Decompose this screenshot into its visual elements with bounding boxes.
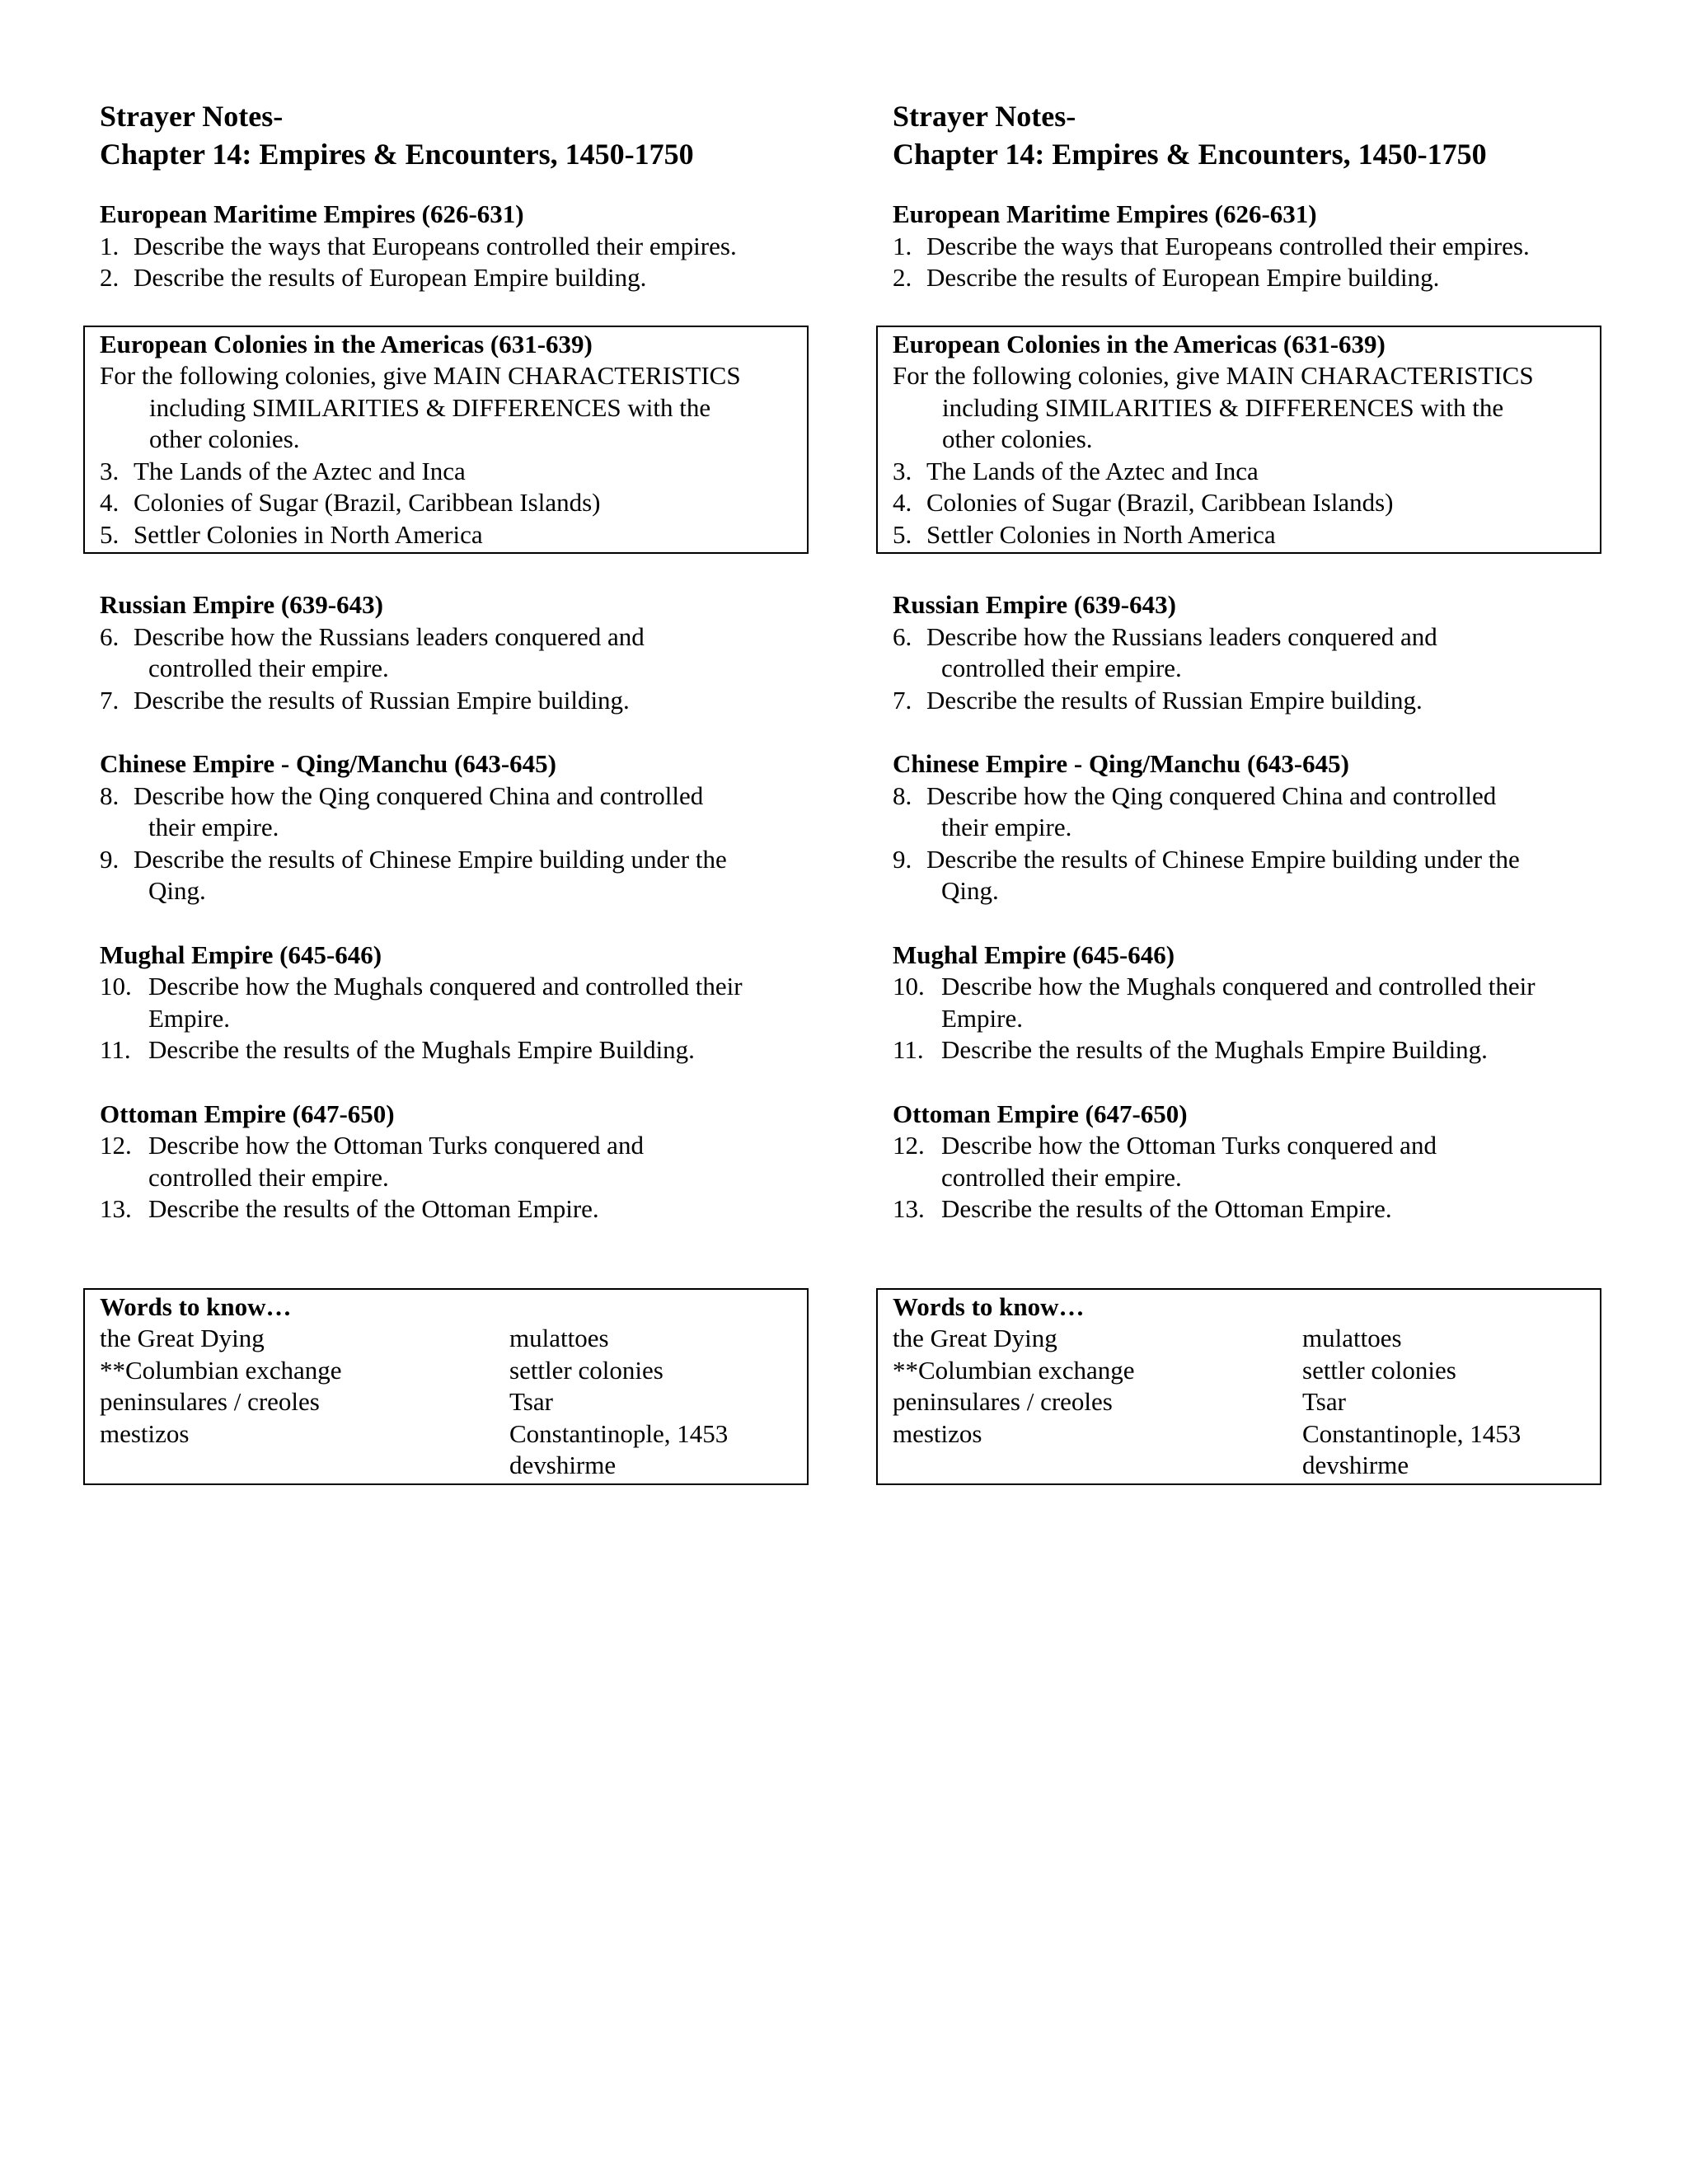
question-number: 8. <box>100 780 120 810</box>
question-item <box>893 971 1601 1034</box>
question-text: Describe the results of Russian Empire building. <box>926 685 1423 715</box>
question-item <box>893 621 1601 685</box>
question-item <box>100 1130 809 1193</box>
question-text-continued: controlled their empire. <box>148 654 389 682</box>
vocabulary-column-2 <box>1302 1323 1585 1482</box>
vocabulary-column-1 <box>100 1323 509 1482</box>
section-chinese-empire <box>83 748 809 907</box>
section-heading: Mughal Empire (645-646) <box>893 940 1175 969</box>
section-russian-empire <box>83 589 809 716</box>
vocabulary-term: Constantinople, 1453 <box>509 1418 729 1448</box>
question-item <box>893 1130 1601 1193</box>
question-number: 7. <box>100 685 120 715</box>
vocabulary-term: devshirme <box>1302 1451 1409 1479</box>
question-item <box>100 519 792 551</box>
question-item <box>893 519 1585 551</box>
vocabulary-term: the Great Dying <box>893 1324 1057 1352</box>
question-text: The Lands of the Aztec and Inca <box>926 456 1259 485</box>
question-text: Describe how the Ottoman Turks conquered and <box>148 1131 644 1160</box>
section-heading: European Maritime Empires (626-631) <box>893 199 1317 228</box>
section-russian-empire <box>876 589 1601 716</box>
question-number: 2. <box>893 263 912 292</box>
question-number: 11. <box>893 1035 924 1064</box>
question-item <box>100 1034 809 1066</box>
question-item <box>100 456 792 488</box>
question-number: 5. <box>893 519 912 549</box>
section-heading: Ottoman Empire (647-650) <box>100 1099 395 1128</box>
title-line-2: Chapter 14: Empires & Encounters, 1450-1750 <box>100 138 694 171</box>
question-item <box>100 685 809 717</box>
handout-right <box>876 97 1601 1485</box>
question-text: Describe how the Qing conquered China and controlled <box>134 780 704 810</box>
section-maritime-empires <box>876 199 1601 294</box>
section-heading: Ottoman Empire (647-650) <box>893 1099 1188 1128</box>
question-number: 9. <box>893 844 912 874</box>
question-item <box>100 487 792 519</box>
question-text: Describe the results of the Mughals Empire Building. <box>941 1035 1488 1064</box>
vocabulary-term: Tsar <box>509 1387 553 1416</box>
vocabulary-term: mestizos <box>100 1418 190 1448</box>
vocabulary-term: devshirme <box>509 1451 617 1479</box>
question-number: 9. <box>100 844 120 874</box>
question-text-continued: controlled their empire. <box>941 1162 1182 1192</box>
question-text-continued: Qing. <box>148 876 206 905</box>
question-text: Describe the ways that Europeans controlled their empires. <box>134 231 737 260</box>
vocabulary-grid <box>893 1323 1585 1482</box>
vocabulary-term: peninsulares / creoles <box>100 1387 320 1416</box>
question-number: 1. <box>893 231 912 260</box>
question-text: Describe the results of European Empire building. <box>926 263 1440 292</box>
instructions-line: For the following colonies, give MAIN CHARACTERISTICS <box>100 361 741 390</box>
section-mughal-empire <box>83 940 809 1066</box>
section-heading: Words to know… <box>100 1291 292 1321</box>
question-text-continued: controlled their empire. <box>148 1162 389 1192</box>
question-item <box>100 262 809 294</box>
section-heading: Chinese Empire - Qing/Manchu (643-645) <box>893 749 1349 778</box>
section-americas-colonies <box>876 326 1601 555</box>
instructions <box>100 360 792 456</box>
question-number: 3. <box>893 456 912 485</box>
question-text: Describe the results of the Ottoman Empire. <box>941 1194 1392 1223</box>
question-number: 6. <box>893 621 912 651</box>
question-number: 12. <box>100 1131 132 1160</box>
question-item <box>100 844 809 907</box>
section-maritime-empires <box>83 199 809 294</box>
question-item <box>893 685 1601 717</box>
question-text: Describe how the Mughals conquered and controlled their <box>941 972 1536 1001</box>
question-text-continued: their empire. <box>941 813 1072 841</box>
section-heading: Mughal Empire (645-646) <box>100 940 382 969</box>
section-ottoman-empire <box>876 1099 1601 1226</box>
question-number: 8. <box>893 780 912 810</box>
question-number: 5. <box>100 519 120 549</box>
question-item <box>100 231 809 263</box>
title-line-2: Chapter 14: Empires & Encounters, 1450-1750 <box>893 138 1487 171</box>
section-heading: Russian Empire (639-643) <box>893 590 1176 619</box>
question-text: Describe how the Mughals conquered and controlled their <box>148 972 743 1001</box>
question-number: 11. <box>100 1035 131 1064</box>
question-text: Describe how the Qing conquered China and controlled <box>926 780 1497 810</box>
question-number: 4. <box>893 488 912 517</box>
question-text: Settler Colonies in North America <box>134 519 483 549</box>
question-item <box>100 780 809 844</box>
section-heading: Chinese Empire - Qing/Manchu (643-645) <box>100 749 556 778</box>
question-item <box>893 1193 1601 1226</box>
page-title <box>893 97 1601 173</box>
question-text: Colonies of Sugar (Brazil, Caribbean Islands) <box>926 488 1394 517</box>
vocabulary-term: **Columbian exchange <box>100 1355 342 1385</box>
title-line-1: Strayer Notes- <box>100 100 284 133</box>
section-americas-colonies <box>83 326 809 555</box>
question-item <box>893 231 1601 263</box>
section-heading: Words to know… <box>893 1291 1085 1321</box>
instructions-line: For the following colonies, give MAIN CHARACTERISTICS <box>893 361 1534 390</box>
handout-left <box>83 97 809 1485</box>
question-text: Describe the results of Chinese Empire building under the <box>926 844 1520 874</box>
question-number: 6. <box>100 621 120 651</box>
section-heading: Russian Empire (639-643) <box>100 590 383 619</box>
vocabulary-term: the Great Dying <box>100 1324 265 1352</box>
vocabulary-term: mulattoes <box>509 1324 609 1352</box>
question-number: 13. <box>100 1194 132 1223</box>
question-number: 13. <box>893 1194 925 1223</box>
question-text-continued: their empire. <box>148 813 279 841</box>
question-number: 10. <box>893 972 925 1001</box>
question-text: Describe how the Russians leaders conquered and <box>134 621 645 651</box>
question-item <box>100 621 809 685</box>
question-text: Describe the results of the Mughals Empire Building. <box>148 1035 695 1064</box>
vocabulary-term: peninsulares / creoles <box>893 1387 1113 1416</box>
question-text: Describe the results of the Ottoman Empire. <box>148 1194 599 1223</box>
question-text: The Lands of the Aztec and Inca <box>134 456 466 485</box>
question-number: 1. <box>100 231 120 260</box>
question-number: 3. <box>100 456 120 485</box>
vocabulary-column-1 <box>893 1323 1302 1482</box>
words-to-know-box <box>876 1288 1601 1485</box>
question-text-continued: Empire. <box>148 1003 230 1033</box>
section-heading: European Colonies in the Americas (631-639) <box>893 329 1386 359</box>
instructions-line: other colonies. <box>149 424 300 453</box>
question-text-continued: Empire. <box>941 1003 1023 1033</box>
question-text: Describe how the Russians leaders conquered and <box>926 621 1437 651</box>
vocabulary-term: **Columbian exchange <box>893 1355 1135 1385</box>
question-item <box>893 780 1601 844</box>
question-text: Describe the results of Russian Empire building. <box>134 685 630 715</box>
question-text: Describe how the Ottoman Turks conquered and <box>941 1131 1437 1160</box>
vocabulary-column-2 <box>509 1323 792 1482</box>
vocabulary-grid <box>100 1323 792 1482</box>
question-item <box>100 1193 809 1226</box>
question-item <box>100 971 809 1034</box>
question-item <box>893 456 1585 488</box>
page-title <box>100 97 809 173</box>
question-item <box>893 262 1601 294</box>
title-line-1: Strayer Notes- <box>893 100 1076 133</box>
question-number: 2. <box>100 263 120 292</box>
section-heading: European Colonies in the Americas (631-639) <box>100 329 593 359</box>
question-text: Colonies of Sugar (Brazil, Caribbean Islands) <box>134 488 601 517</box>
vocabulary-term: settler colonies <box>509 1355 663 1385</box>
question-number: 12. <box>893 1131 925 1160</box>
vocabulary-term: Constantinople, 1453 <box>1302 1418 1522 1448</box>
section-heading: European Maritime Empires (626-631) <box>100 199 524 228</box>
question-text: Describe the results of European Empire building. <box>134 263 647 292</box>
instructions-line: including SIMILARITIES & DIFFERENCES with the <box>149 392 711 422</box>
section-mughal-empire <box>876 940 1601 1066</box>
vocabulary-term: Tsar <box>1302 1387 1346 1416</box>
vocabulary-term: mulattoes <box>1302 1324 1402 1352</box>
vocabulary-term: mestizos <box>893 1418 982 1448</box>
section-chinese-empire <box>876 748 1601 907</box>
section-ottoman-empire <box>83 1099 809 1226</box>
instructions-line: other colonies. <box>942 424 1093 453</box>
words-to-know-box <box>83 1288 809 1485</box>
question-item <box>893 844 1601 907</box>
question-text: Describe the results of Chinese Empire building under the <box>134 844 727 874</box>
question-text: Settler Colonies in North America <box>926 519 1276 549</box>
instructions-line: including SIMILARITIES & DIFFERENCES with the <box>942 392 1504 422</box>
vocabulary-term: settler colonies <box>1302 1355 1456 1385</box>
instructions <box>893 360 1585 456</box>
question-item <box>893 487 1585 519</box>
question-text: Describe the ways that Europeans controlled their empires. <box>926 231 1530 260</box>
question-number: 4. <box>100 488 120 517</box>
question-item <box>893 1034 1601 1066</box>
question-number: 10. <box>100 972 132 1001</box>
question-text-continued: controlled their empire. <box>941 654 1182 682</box>
question-text-continued: Qing. <box>941 876 999 905</box>
question-number: 7. <box>893 685 912 715</box>
